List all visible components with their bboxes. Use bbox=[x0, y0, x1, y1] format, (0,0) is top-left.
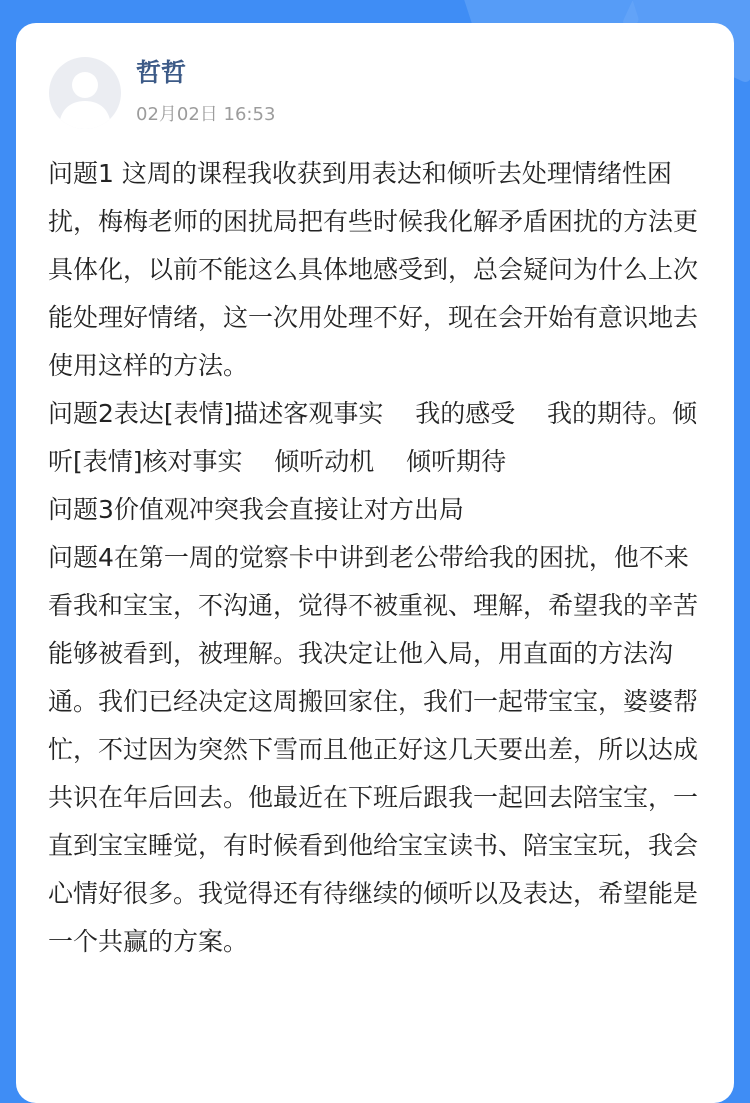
post-card bbox=[16, 23, 734, 1103]
post-paragraph: 问题1 这周的课程我收获到用表达和倾听去处理情绪性困扰，梅梅老师的困扰局把有些时候我化解矛盾困扰的方法更具体化，以前不能这么具体地感受到，总会疑问为什么上次能处理好情绪，这一次用处理不好，现在会开始有意识地去使用这样的方法。 bbox=[48, 159, 699, 380]
post-timestamp: 02月02日 16:53 bbox=[136, 104, 276, 125]
post-paragraph: 问题2表达[表情]描述客观事实 我的感受 我的期待。倾听[表情]核对事实 倾听动机 倾听期待 bbox=[48, 399, 697, 476]
author-name[interactable]: 哲哲 bbox=[136, 58, 187, 87]
post-paragraph: 问题4在第一周的觉察卡中讲到老公带给我的困扰，他不来看我和宝宝，不沟通，觉得不被重视、理解，希望我的辛苦能够被看到，被理解。我决定让他入局，用直面的方法沟通。我们已经决定这周搬回家住，我们一起带宝宝，婆婆帮忙，不过因为突然下雪而且他正好这几天要出差，所以达成共识在年后回去。他最近在下班后跟我一起回去陪宝宝，一直到宝宝睡觉，有时候看到他给宝宝读书、陪宝宝玩，我会心情好很多。我觉得还有待继续的倾听以及表达，希望能是一个共赢的方案。 bbox=[48, 543, 699, 956]
avatar[interactable] bbox=[49, 57, 121, 129]
post-content bbox=[48, 150, 698, 966]
post-paragraph: 问题3价值观冲突我会直接让对方出局 bbox=[48, 495, 464, 524]
default-user-avatar-icon bbox=[49, 57, 121, 129]
